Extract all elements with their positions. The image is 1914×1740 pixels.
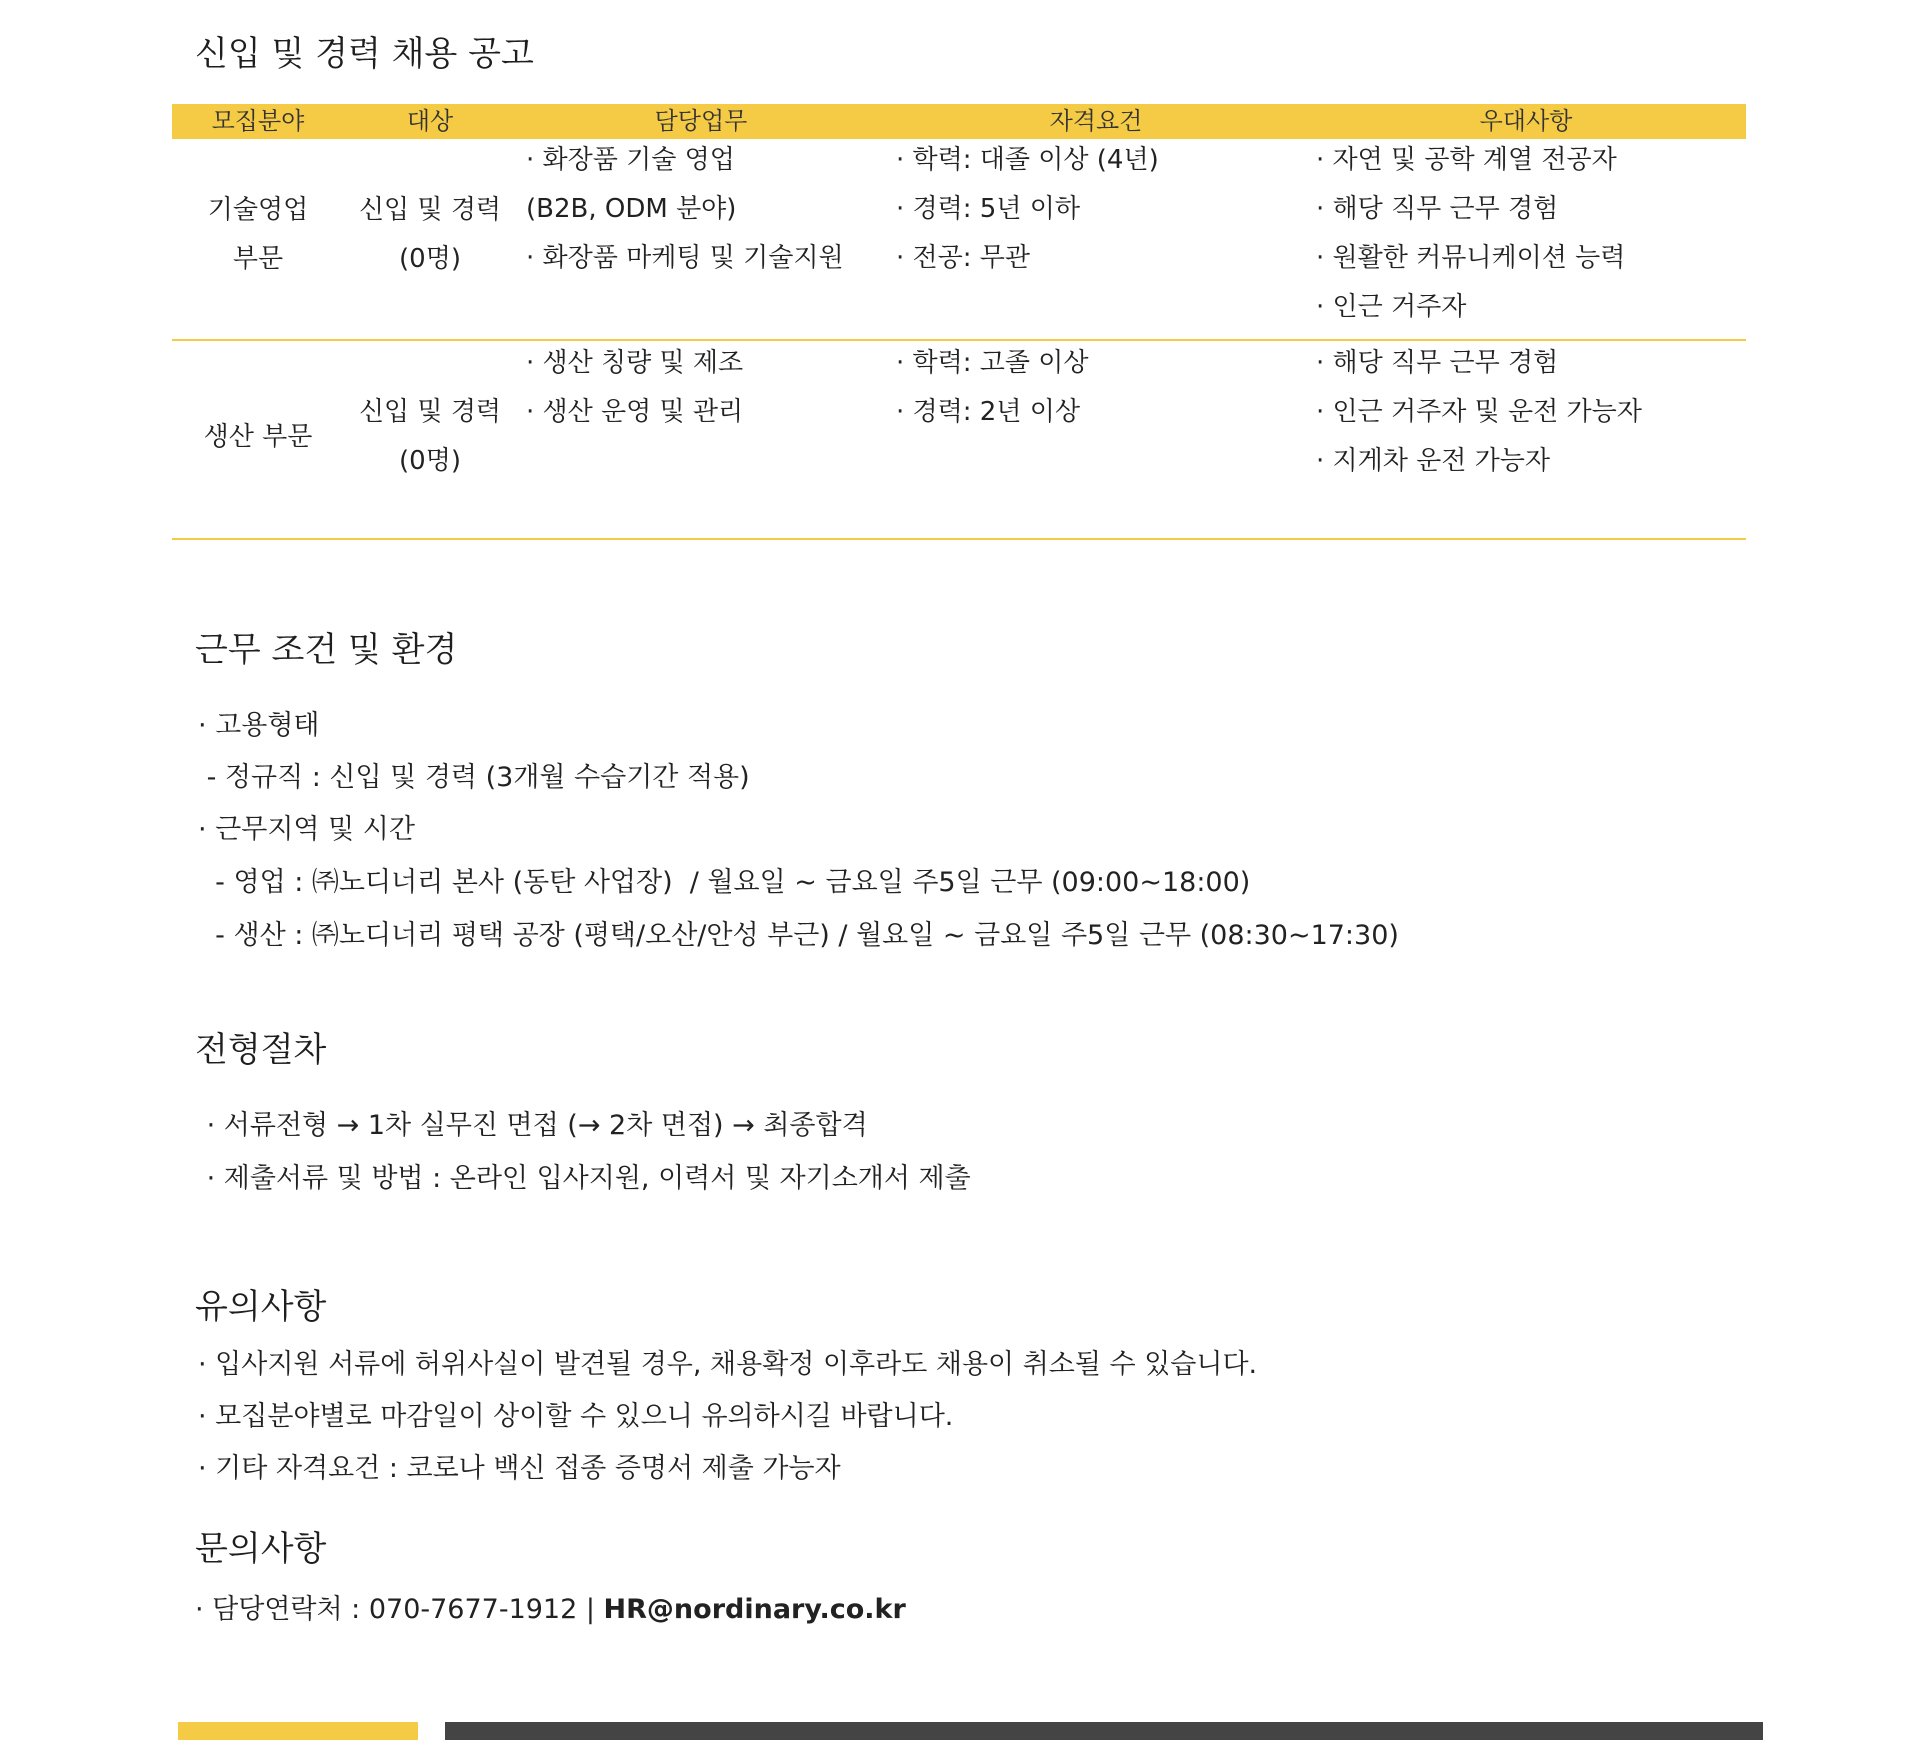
header-duties: 담당업무 (654, 107, 748, 135)
table-row (172, 139, 1746, 341)
contact-email-link[interactable]: HR@nordinary.co.kr (603, 1594, 906, 1625)
recruitment-table (172, 104, 1746, 540)
selection-process-title: 전형절차 (195, 1030, 327, 1070)
preferences-cell: · 자연 및 공학 계열 전공자 · 해당 직무 근무 경험 · 원활한 커뮤니케이션 능력 · 인근 거주자 (1316, 145, 1626, 322)
duties-cell: · 화장품 기술 영업 (B2B, ODM 분야) · 화장품 마케팅 및 기술지원 (526, 145, 844, 273)
contact-phone: · 담당연락처 : 070-7677-1912 | (195, 1594, 604, 1625)
note-item: · 모집분야별로 마감일이 상이할 수 있으니 유의하시길 바랍니다. (198, 1401, 954, 1432)
employment-type-value: - 정규직 : 신입 및 경력 (3개월 수습기간 적용) (198, 762, 750, 793)
field-cell: 생산 부문 (203, 422, 313, 452)
header-preferences: 우대사항 (1479, 107, 1573, 135)
notes-title: 유의사항 (195, 1287, 327, 1327)
note-item: · 입사지원 서류에 허위사실이 발견될 경우, 채용확정 이후라도 채용이 취소될 수 있습니다. (198, 1349, 1258, 1380)
field-cell: 기술영업 부문 (207, 195, 309, 274)
inquiry-title: 문의사항 (195, 1529, 327, 1569)
requirements-cell: · 학력: 고졸 이상 · 경력: 2년 이상 (896, 348, 1089, 427)
table-row (172, 341, 1746, 540)
table-header (172, 104, 1746, 139)
contact-line (195, 1587, 906, 1626)
header-requirements: 자격요건 (1049, 107, 1143, 135)
recruitment-title: 신입 및 경력 채용 공고 (195, 34, 534, 74)
target-cell: 신입 및 경력 (0명) (358, 397, 502, 476)
dark-bar (445, 1722, 1763, 1740)
work-location-label: · 근무지역 및 시간 (198, 814, 415, 845)
employment-type-label: · 고용형태 (198, 710, 320, 741)
note-item: · 기타 자격요건 : 코로나 백신 접종 증명서 제출 가능자 (198, 1453, 841, 1484)
preferences-cell: · 해당 직무 근무 경험 · 인근 거주자 및 운전 가능자 · 지게차 운전 가능자 (1316, 348, 1642, 476)
header-field: 모집분야 (211, 107, 305, 135)
duties-cell: · 생산 칭량 및 제조 · 생산 운영 및 관리 (526, 348, 744, 427)
submission-method: · 제출서류 및 방법 : 온라인 입사지원, 이력서 및 자기소개서 제출 (198, 1163, 971, 1194)
header-target: 대상 (406, 107, 454, 135)
production-location: - 생산 : ㈜노디너리 평택 공장 (평택/오산/안성 부근) / 월요일 ~ 금요일 주5일 근무 (08:30~17:30) (198, 920, 1399, 951)
target-cell: 신입 및 경력 (0명) (358, 195, 502, 274)
requirements-cell: · 학력: 대졸 이상 (4년) · 경력: 5년 이하 · 전공: 무관 (896, 145, 1159, 273)
sales-location: - 영업 : ㈜노디너리 본사 (동탄 사업장) / 월요일 ~ 금요일 주5일 근무 (09:00~18:00) (198, 867, 1251, 898)
accent-bar (178, 1722, 418, 1740)
work-conditions-title: 근무 조건 및 환경 (195, 630, 458, 670)
process-steps: · 서류전형 → 1차 실무진 면접 (→ 2차 면접) → 최종합격 (198, 1110, 868, 1141)
